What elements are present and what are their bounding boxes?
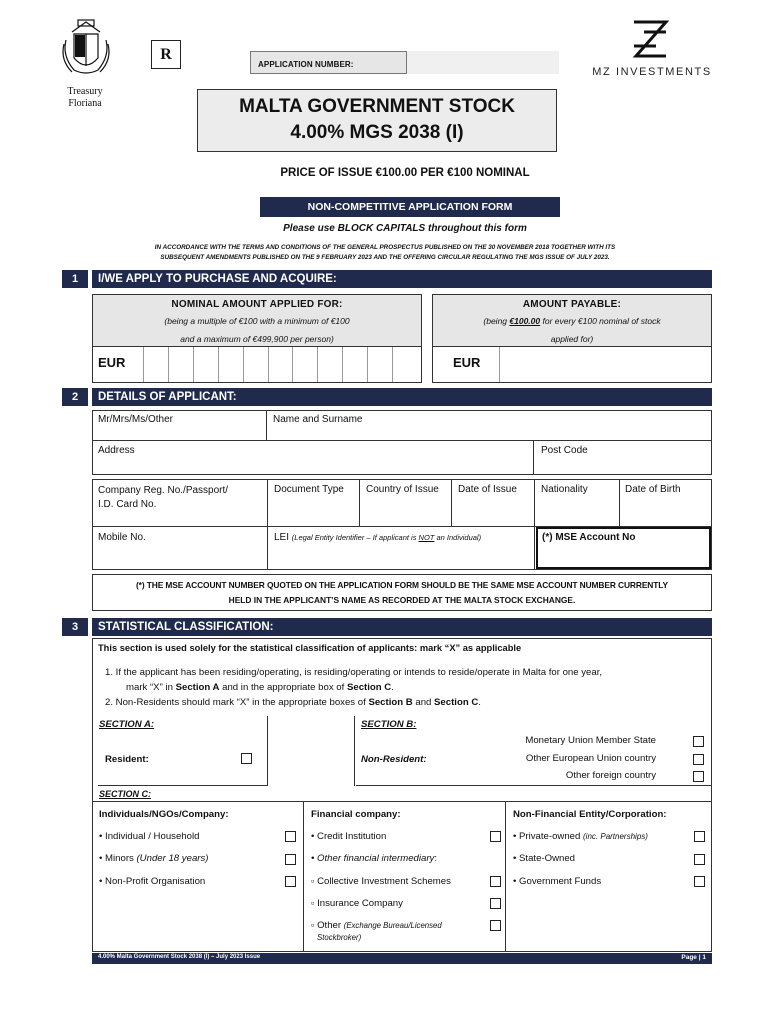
collective-investment-checkbox[interactable] bbox=[490, 876, 501, 887]
resident-label: Resident: bbox=[105, 754, 149, 765]
address-field[interactable] bbox=[93, 441, 534, 474]
insurance-checkbox[interactable] bbox=[490, 898, 501, 909]
col1-minors-text: • Minors bbox=[99, 853, 137, 864]
title-field-label: Mr/Mrs/Ms/Other bbox=[98, 414, 173, 425]
col2-other-text: ▫ Other bbox=[311, 920, 344, 931]
individual-checkbox[interactable] bbox=[285, 831, 296, 842]
item2-sec-c: Section C bbox=[434, 697, 479, 708]
footer-page-label: Page bbox=[681, 954, 697, 961]
section1-title: I/WE APPLY TO PURCHASE AND ACQUIRE: bbox=[92, 270, 712, 288]
payable-note1-pre: (being bbox=[483, 316, 510, 326]
lei-note-pre: (Legal Entity Identifier – If applicant is bbox=[291, 533, 419, 542]
company-reg-line2: I.D. Card No. bbox=[98, 499, 157, 510]
section1-number: 1 bbox=[62, 270, 88, 288]
non-resident-label: Non-Resident: bbox=[361, 754, 427, 765]
currency-left: EUR bbox=[98, 355, 126, 370]
mse-account-label: (*) MSE Account No bbox=[542, 532, 636, 543]
treasury-line2: Floriana bbox=[68, 98, 102, 109]
company-reg-line1: Company Reg. No./Passport/ bbox=[98, 485, 229, 496]
item1-sec-a: Section A bbox=[175, 682, 220, 693]
item2-post: . bbox=[478, 697, 481, 708]
payable-header bbox=[433, 295, 711, 347]
terms-note bbox=[70, 243, 700, 263]
document-type-field[interactable] bbox=[269, 480, 360, 526]
treasury-text bbox=[50, 86, 120, 110]
brand-name: MZ INVESTMENTS bbox=[592, 66, 712, 78]
nominal-note2: and a maximum of €499,900 per person) bbox=[180, 334, 334, 344]
other-foreign-label: Other foreign country bbox=[565, 770, 656, 781]
nominal-title: NOMINAL AMOUNT APPLIED FOR: bbox=[171, 299, 343, 310]
section3-number: 3 bbox=[62, 618, 88, 636]
nominal-header bbox=[93, 295, 421, 347]
item1-post: . bbox=[391, 682, 394, 693]
mse-note-line1: (*) THE MSE ACCOUNT NUMBER QUOTED ON THE APPLICATION FORM SHOULD BE THE SAME MSE ACCOUNT NUMBER CURRENTLY bbox=[135, 580, 668, 590]
col2-title: Financial company: bbox=[311, 809, 401, 820]
item1-mid: and in the appropriate box of bbox=[219, 682, 347, 693]
country-of-issue-field[interactable] bbox=[361, 480, 452, 526]
nominal-note1: (being a multiple of €100 with a minimum of €100 bbox=[164, 316, 350, 326]
col3-private-owned-text: • Private-owned bbox=[513, 831, 584, 842]
col1-minors-note: (Under 18 years) bbox=[136, 853, 209, 864]
section2-title: DETAILS OF APPLICANT: bbox=[92, 388, 712, 406]
nominal-amount-cells[interactable] bbox=[143, 347, 421, 382]
col2-other-financial-colon: : bbox=[434, 853, 438, 864]
resident-checkbox[interactable] bbox=[241, 753, 252, 764]
lei-note-not: NOT bbox=[418, 533, 435, 542]
date-of-birth-field[interactable] bbox=[621, 480, 711, 526]
monetary-union-checkbox[interactable] bbox=[693, 736, 704, 747]
item1-pre: mark “X” in bbox=[126, 682, 176, 693]
mz-logo-icon bbox=[630, 18, 670, 60]
nationality-label: Nationality bbox=[541, 484, 588, 495]
post-code-field[interactable] bbox=[535, 441, 711, 474]
title-field[interactable] bbox=[93, 411, 267, 440]
col3-government-funds: • Government Funds bbox=[513, 876, 602, 887]
title-line2: 4.00% MGS 2038 (I) bbox=[290, 122, 464, 143]
r-letter: R bbox=[160, 45, 172, 63]
terms-line1: IN ACCORDANCE WITH THE TERMS AND CONDITIONS OF THE GENERAL PROSPECTUS PUBLISHED ON THE 30 NOVEMBER 2018 TOGETHER WITH ITS bbox=[154, 244, 616, 251]
section-b-box bbox=[356, 716, 711, 786]
country-of-issue-label: Country of Issue bbox=[366, 484, 439, 495]
section-b-label: SECTION B: bbox=[361, 719, 417, 730]
classification-intro: This section is used solely for the statistical classification of applicants: mark “X” as applicable bbox=[98, 643, 522, 653]
col2-other-financial bbox=[311, 853, 437, 864]
section-c-col2 bbox=[305, 801, 506, 951]
payable-note1 bbox=[433, 316, 711, 326]
col1-title: Individuals/NGOs/Company: bbox=[99, 809, 229, 820]
date-of-issue-field[interactable] bbox=[453, 480, 535, 526]
mobile-row bbox=[92, 526, 712, 570]
section-c-col3 bbox=[507, 801, 711, 951]
private-owned-checkbox[interactable] bbox=[694, 831, 705, 842]
classification-box bbox=[92, 638, 712, 952]
application-number-label: APPLICATION NUMBER: bbox=[258, 60, 354, 69]
footer-left-text: 4.00% Malta Government Stock 2038 (I) – July 2023 Issue bbox=[98, 954, 261, 960]
form-type-banner: NON-COMPETITIVE APPLICATION FORM bbox=[260, 197, 560, 217]
state-owned-checkbox[interactable] bbox=[694, 854, 705, 865]
application-number bbox=[250, 51, 559, 74]
col2-collective-investment: ▫ Collective Investment Schemes bbox=[311, 876, 451, 887]
mobile-label: Mobile No. bbox=[98, 532, 146, 543]
application-number-field[interactable] bbox=[406, 51, 559, 74]
nominal-amount-box bbox=[92, 294, 422, 383]
other-foreign-checkbox[interactable] bbox=[693, 771, 704, 782]
footer-page-number: 1 bbox=[702, 954, 706, 961]
lei-note bbox=[292, 533, 481, 542]
instruction-item1-line2 bbox=[105, 680, 709, 695]
mobile-field[interactable] bbox=[93, 527, 268, 569]
document-type-label: Document Type bbox=[274, 484, 344, 495]
block-capitals-note: Please use BLOCK CAPITALS throughout this form bbox=[283, 223, 527, 234]
applicant-name-row bbox=[92, 410, 712, 441]
amount-payable-box bbox=[432, 294, 712, 383]
minors-checkbox[interactable] bbox=[285, 854, 296, 865]
instruction-item1-line1: 1. If the applicant has been residing/operating, is residing/operating or intends to reside/operate in Malta for one year, bbox=[105, 667, 603, 678]
payable-title: AMOUNT PAYABLE: bbox=[522, 299, 622, 310]
post-code-label: Post Code bbox=[541, 445, 588, 456]
date-of-birth-label: Date of Birth bbox=[625, 484, 681, 495]
title-box bbox=[197, 89, 557, 152]
col2-other-note1: (Exchange Bureau/Licensed bbox=[343, 921, 442, 930]
col1-item-minors bbox=[99, 853, 208, 864]
col2-other-financial-text: • Other financial intermediary bbox=[311, 853, 435, 864]
amount-payable-field[interactable] bbox=[499, 347, 711, 382]
address-row bbox=[92, 440, 712, 475]
coat-of-arms-logo bbox=[58, 14, 114, 80]
col2-other-note2: Stockbroker) bbox=[317, 933, 362, 942]
r-box bbox=[151, 40, 181, 69]
currency-right: EUR bbox=[453, 355, 481, 370]
classification-instructions bbox=[105, 665, 709, 710]
terms-line2: SUBSEQUENT AMENDMENTS PUBLISHED ON THE 9 FEBRUARY 2023 AND THE OFFERING CIRCULAR REGULATING THE MGS ISSUE OF JULY 2023. bbox=[160, 254, 610, 261]
payable-note1-post: for every €100 nominal of stock bbox=[540, 316, 661, 326]
payable-note1-amount: €100.00 bbox=[509, 316, 541, 326]
nonprofit-checkbox[interactable] bbox=[285, 876, 296, 887]
section3-title: STATISTICAL CLASSIFICATION: bbox=[92, 618, 712, 636]
item2-sec-b: Section B bbox=[368, 697, 413, 708]
footer-page: Page | 1 bbox=[681, 954, 706, 961]
lei-label-text: LEI bbox=[274, 532, 290, 543]
item1-sec-c: Section C bbox=[346, 682, 392, 693]
other-eu-checkbox[interactable] bbox=[693, 754, 704, 765]
payable-note2: applied for) bbox=[550, 334, 594, 344]
government-funds-checkbox[interactable] bbox=[694, 876, 705, 887]
address-label: Address bbox=[98, 445, 135, 456]
col1-item-nonprofit: • Non-Profit Organisation bbox=[99, 876, 206, 887]
item2-pre: 2. Non-Residents should mark “X” in the appropriate boxes of bbox=[105, 697, 369, 708]
instruction-item2 bbox=[105, 695, 709, 710]
nationality-field[interactable] bbox=[536, 480, 620, 526]
lei-field[interactable] bbox=[269, 527, 535, 569]
treasury-line1: Treasury bbox=[67, 86, 103, 97]
other-eu-label: Other European Union country bbox=[525, 753, 656, 764]
name-field[interactable] bbox=[268, 411, 711, 440]
col2-insurance: ▫ Insurance Company bbox=[311, 898, 403, 909]
monetary-union-label: Monetary Union Member State bbox=[525, 735, 656, 746]
item2-mid: and bbox=[412, 697, 435, 708]
date-of-issue-label: Date of Issue bbox=[458, 484, 517, 495]
col2-credit-institution: • Credit Institution bbox=[311, 831, 387, 842]
section-c-col1 bbox=[93, 801, 304, 951]
section-a-label: SECTION A: bbox=[99, 719, 155, 730]
mse-note-box bbox=[92, 574, 712, 611]
col3-title: Non-Financial Entity/Corporation: bbox=[513, 809, 667, 820]
section-a-b-gap bbox=[269, 716, 355, 786]
other-financial-checkbox[interactable] bbox=[490, 920, 501, 931]
section-c-label: SECTION C: bbox=[99, 789, 152, 799]
company-reg-label bbox=[98, 484, 228, 512]
price-of-issue: PRICE OF ISSUE €100.00 PER €100 NOMINAL bbox=[280, 167, 530, 179]
lei-label bbox=[274, 532, 481, 543]
document-row bbox=[92, 479, 712, 527]
section-a-box bbox=[98, 716, 268, 786]
col3-state-owned: • State-Owned bbox=[513, 853, 576, 864]
footer-bar bbox=[92, 953, 712, 964]
col1-item-individual: • Individual / Household bbox=[99, 831, 200, 842]
section2-number: 2 bbox=[62, 388, 88, 406]
mse-account-field[interactable] bbox=[536, 527, 711, 569]
name-field-label: Name and Surname bbox=[273, 414, 363, 425]
lei-note-post: an Individual) bbox=[434, 533, 482, 542]
company-reg-field[interactable] bbox=[93, 480, 268, 526]
col3-private-owned-note: (inc. Partnerships) bbox=[583, 832, 648, 841]
title-line1: MALTA GOVERNMENT STOCK bbox=[239, 96, 515, 117]
col2-other bbox=[311, 920, 442, 944]
credit-institution-checkbox[interactable] bbox=[490, 831, 501, 842]
col3-private-owned bbox=[513, 831, 648, 842]
mse-note-line2: HELD IN THE APPLICANT’S NAME AS RECORDED AT THE MALTA STOCK EXCHANGE. bbox=[228, 595, 576, 605]
